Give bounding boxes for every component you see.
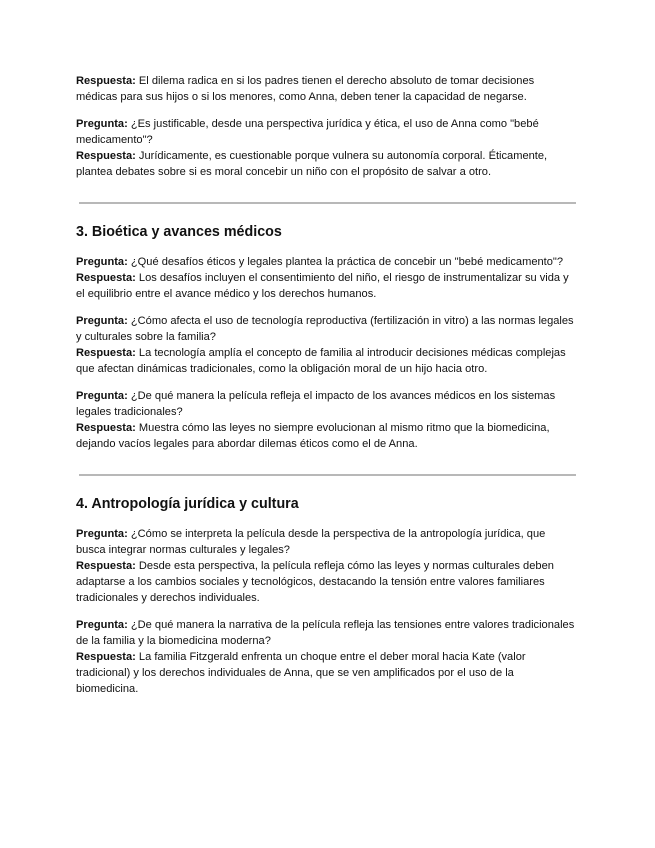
question-label: Pregunta: bbox=[76, 618, 128, 631]
answer-label: Respuesta: bbox=[76, 346, 136, 359]
question-label: Pregunta: bbox=[76, 256, 128, 269]
qa-block bbox=[76, 389, 576, 453]
answer-label: Respuesta: bbox=[76, 75, 136, 87]
answer-text: La tecnología amplía el concepto de familia al introducir decisiones médicas complejas que afectan dinámicas tradicionales, como la obligación moral de un hijo hacia otro. bbox=[76, 346, 566, 375]
answer-label: Respuesta: bbox=[76, 272, 136, 285]
question-text: ¿Cómo se interpreta la película desde la perspectiva de la antropología jurídica, que busca integrar normas culturales y legales? bbox=[76, 528, 546, 557]
question-label: Pregunta: bbox=[76, 315, 128, 328]
answer-text: Jurídicamente, es cuestionable porque vulnera su autonomía corporal. Éticamente, plantea debates sobre si es moral concebir un niño con el propósito de salvar a otro. bbox=[76, 149, 548, 178]
answer-text: Muestra cómo las leyes no siempre evolucionan al mismo ritmo que la biomedicina, dejando vacíos legales para abordar dilemas éticos como el de Anna. bbox=[76, 421, 550, 450]
qa-block bbox=[76, 618, 576, 698]
answer-text: El dilema radica en si los padres tienen el derecho absoluto de tomar decisiones médicas para sus hijos o si los menores, como Anna, deben tener la capacidad de negarse. bbox=[76, 75, 535, 103]
question-label: Pregunta: bbox=[76, 389, 128, 402]
answer-text: La familia Fitzgerald enfrenta un choque entre el deber moral hacia Kate (valor tradicional) y los derechos individuales de Anna, que se ven amplificados por el uso de la biomedicina. bbox=[76, 650, 526, 695]
question-text: ¿Es justificable, desde una perspectiva jurídica y ética, el uso de Anna como "bebé medicamento"? bbox=[76, 117, 539, 146]
qa-block bbox=[76, 527, 576, 607]
qa-block bbox=[76, 255, 576, 303]
answer-label: Respuesta: bbox=[76, 560, 136, 573]
answer-label: Respuesta: bbox=[76, 421, 136, 434]
section-heading: 3. Bioética y avances médicos bbox=[76, 224, 282, 241]
section-divider bbox=[79, 474, 576, 476]
section-heading: 4. Antropología jurídica y cultura bbox=[76, 496, 299, 513]
question-text: ¿De qué manera la narrativa de la película refleja las tensiones entre valores tradicionales de la familia y la biomedicina moderna? bbox=[76, 618, 575, 647]
section-divider bbox=[79, 202, 576, 204]
question-text: ¿Cómo afecta el uso de tecnología reproductiva (fertilización in vitro) a las normas legales y culturales sobre la familia? bbox=[76, 315, 574, 344]
answer-label: Respuesta: bbox=[76, 650, 136, 663]
question-label: Pregunta: bbox=[76, 117, 128, 130]
answer-text: Los desafíos incluyen el consentimiento del niño, el riesgo de instrumentalizar su vida y el equilibrio entre el avance médico y los derechos humanos. bbox=[76, 272, 569, 301]
qa-block bbox=[76, 117, 576, 181]
question-text: ¿Qué desafíos éticos y legales plantea la práctica de concebir un "bebé medicamento"? bbox=[130, 256, 564, 269]
answer-text: Desde esta perspectiva, la película refleja cómo las leyes y normas culturales deben adaptarse a los cambios sociales y tecnológicos, destacando la tensión entre valores familiares tradicionales y derechos individuales. bbox=[76, 560, 554, 605]
document-page bbox=[76, 74, 576, 697]
question-text: ¿De qué manera la película refleja el impacto de los avances médicos en los sistemas legales tradicionales? bbox=[76, 389, 556, 418]
qa-block bbox=[76, 314, 576, 378]
qa-block bbox=[76, 74, 576, 106]
question-label: Pregunta: bbox=[76, 528, 128, 541]
answer-label: Respuesta: bbox=[76, 149, 136, 162]
